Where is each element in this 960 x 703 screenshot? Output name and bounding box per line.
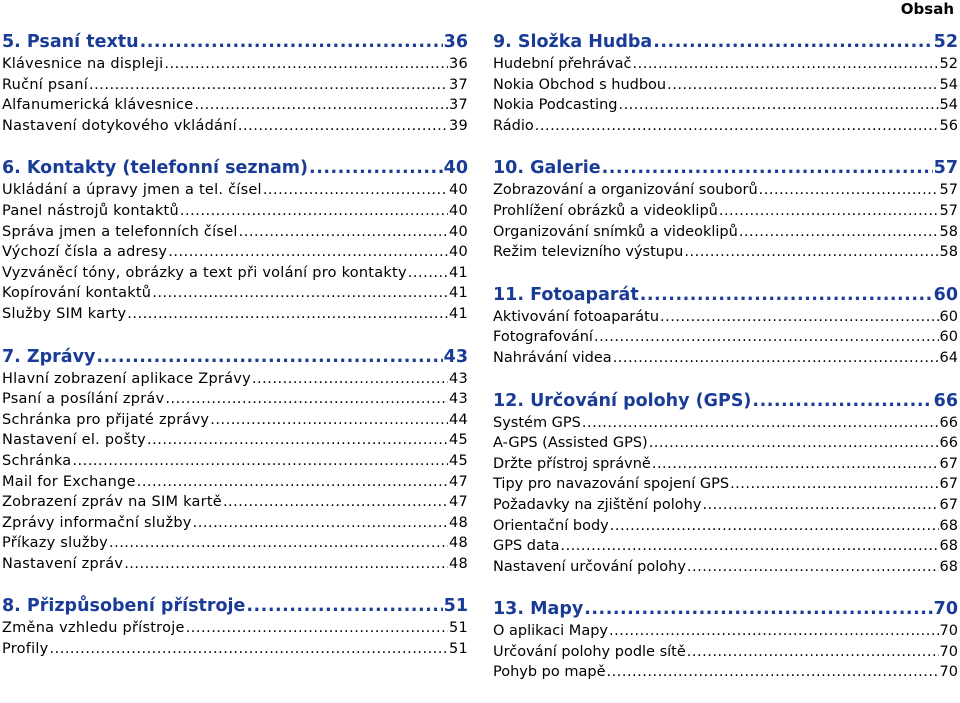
entry-label: Služby SIM karty (2, 305, 127, 322)
toc-entry[interactable] (493, 433, 958, 454)
toc-entry[interactable] (493, 557, 958, 578)
dot-leader (560, 536, 938, 557)
entry-page-number: 45 (449, 452, 468, 469)
toc-chapter-heading[interactable] (493, 597, 958, 621)
entry-label: Klávesnice na displeji (2, 56, 164, 72)
entry-page-number: 41 (449, 264, 468, 281)
entry-page-number: 45 (449, 432, 468, 449)
toc-entry[interactable] (2, 180, 468, 201)
toc-entry[interactable] (493, 242, 958, 263)
dot-leader (109, 533, 448, 554)
toc-chapter-heading[interactable] (493, 283, 958, 307)
dot-leader (137, 472, 448, 493)
dot-leader (263, 180, 448, 201)
entry-page-number: 56 (939, 117, 958, 134)
dot-leader (124, 554, 448, 575)
toc-entry[interactable] (2, 554, 468, 575)
dot-leader (613, 348, 939, 369)
toc-entry[interactable] (493, 222, 958, 243)
entry-page-number: 39 (449, 117, 468, 134)
toc-chapter-heading[interactable] (2, 345, 468, 369)
entry-label: Správa jmen a telefonních čísel (2, 223, 238, 240)
toc-entry[interactable] (2, 492, 468, 513)
chapter-page-number: 66 (933, 390, 958, 411)
toc-entry[interactable] (2, 54, 468, 75)
entry-label: Nastavení dotykového vkládání (2, 117, 237, 134)
dot-leader (72, 451, 448, 472)
dot-leader (687, 642, 939, 663)
entry-label: Psaní a posílání zpráv (2, 391, 165, 408)
toc-section (493, 597, 958, 683)
entry-label: Mail for Exchange (2, 473, 136, 490)
entry-page-number: 68 (939, 538, 958, 555)
dot-leader (652, 454, 939, 475)
toc-entry[interactable] (493, 307, 958, 328)
dot-leader (584, 597, 932, 621)
dot-leader (165, 389, 448, 410)
entry-page-number: 67 (939, 476, 958, 493)
entry-label: Ruční psaní (2, 76, 89, 93)
toc-entry[interactable] (2, 201, 468, 222)
entry-page-number: 40 (449, 202, 468, 219)
entry-label: Aktivování fotoaparátu (493, 308, 660, 325)
dot-leader (684, 242, 938, 263)
entry-page-number: 64 (939, 349, 958, 366)
entry-label: Nastavení zpráv (2, 555, 124, 572)
dot-leader (602, 156, 933, 180)
dot-leader (609, 621, 939, 642)
entry-label: Hudební přehrávač (493, 56, 632, 72)
toc-chapter-heading[interactable] (2, 30, 468, 54)
entry-page-number: 54 (939, 97, 958, 114)
toc-entry[interactable] (2, 451, 468, 472)
toc-section (2, 156, 468, 324)
toc-section (493, 389, 958, 578)
entry-label: Rádio (493, 117, 534, 134)
entry-page-number: 41 (449, 285, 468, 302)
entry-page-number: 40 (449, 223, 468, 240)
entry-label: Výchozí čísla a adresy (2, 244, 168, 261)
entry-page-number: 47 (449, 494, 468, 511)
dot-leader (535, 116, 939, 137)
dot-leader (582, 413, 939, 434)
dot-leader (309, 156, 443, 180)
toc-entry[interactable] (2, 222, 468, 243)
dot-leader (759, 180, 939, 201)
entry-label: Systém GPS (493, 414, 581, 431)
entry-page-number: 47 (449, 473, 468, 490)
entry-label: Fotografování (493, 329, 593, 346)
entry-page-number: 37 (449, 97, 468, 114)
chapter-page-number: 36 (443, 32, 468, 52)
chapter-label: 6. Kontakty (telefonní seznam) (2, 158, 309, 179)
dot-leader (408, 263, 448, 284)
entry-label: Zobrazování a organizování souborů (493, 182, 758, 199)
toc-entry[interactable] (493, 201, 958, 222)
toc-entry[interactable] (2, 116, 468, 137)
toc-entry[interactable] (493, 642, 958, 663)
entry-label: Orientační body (493, 517, 609, 534)
chapter-label: 12. Určování polohy (GPS) (493, 390, 752, 411)
entry-label: Určování polohy podle sítě (493, 643, 686, 660)
toc-section (493, 156, 958, 262)
entry-page-number: 43 (449, 370, 468, 387)
chapter-page-number: 70 (933, 599, 958, 620)
chapter-label: 13. Mapy (493, 599, 584, 620)
dot-leader (193, 513, 448, 534)
dot-leader (223, 492, 448, 513)
dot-leader (239, 222, 448, 243)
chapter-page-number: 51 (443, 596, 468, 617)
entry-page-number: 41 (449, 305, 468, 322)
entry-label: Nokia Obchod s hudbou (493, 76, 667, 93)
entry-label: Prohlížení obrázků a videoklipů (493, 202, 718, 219)
toc-right-column (493, 30, 958, 703)
chapter-label: 5. Psaní textu (2, 32, 139, 52)
dot-leader (96, 345, 442, 369)
dot-leader (739, 222, 939, 243)
dot-leader (687, 557, 939, 578)
entry-page-number: 68 (939, 517, 958, 534)
entry-label: Schránka (2, 452, 72, 469)
dot-leader (252, 369, 448, 390)
toc-section (2, 345, 468, 575)
entry-label: Schránka pro přijaté zprávy (2, 411, 210, 428)
toc-entry[interactable] (493, 180, 958, 201)
toc-entry[interactable] (493, 348, 958, 369)
entry-page-number: 54 (939, 76, 958, 93)
dot-leader (649, 433, 939, 454)
dot-leader (594, 327, 939, 348)
entry-label: Nastavení určování polohy (493, 558, 686, 575)
dot-leader (140, 30, 443, 54)
entry-page-number: 51 (449, 620, 468, 637)
dot-leader (618, 95, 938, 116)
toc-entry[interactable] (2, 513, 468, 534)
entry-page-number: 67 (939, 455, 958, 472)
toc-entry[interactable] (2, 304, 468, 325)
dot-leader (164, 54, 448, 75)
entry-label: Profily (2, 641, 49, 658)
toc-entry[interactable] (493, 495, 958, 516)
toc-section (493, 30, 958, 136)
entry-label: Organizování snímků a videoklipů (493, 223, 738, 240)
entry-page-number: 68 (939, 558, 958, 575)
toc-entry[interactable] (493, 95, 958, 116)
chapter-label: 9. Složka Hudba (493, 32, 653, 52)
chapter-page-number: 40 (443, 158, 468, 179)
toc-entry[interactable] (493, 54, 958, 75)
dot-leader (702, 495, 938, 516)
entry-page-number: 70 (939, 664, 958, 681)
chapter-page-number: 43 (443, 346, 468, 367)
entry-page-number: 67 (939, 496, 958, 513)
toc-chapter-heading[interactable] (2, 156, 468, 180)
dot-leader (730, 474, 938, 495)
entry-page-number: 58 (939, 244, 958, 261)
entry-label: Nastavení el. pošty (2, 432, 147, 449)
dot-leader (667, 75, 938, 96)
toc-entry[interactable] (493, 536, 958, 557)
entry-page-number: 58 (939, 223, 958, 240)
dot-leader (180, 201, 448, 222)
entry-label: Tipy pro navazování spojení GPS (493, 476, 730, 493)
entry-label: Požadavky na zjištění polohy (493, 496, 702, 513)
dot-leader (719, 201, 939, 222)
toc-entry[interactable] (493, 327, 958, 348)
toc-entry[interactable] (2, 283, 468, 304)
chapter-page-number: 57 (933, 158, 958, 179)
entry-label: Ukládání a úpravy jmen a tel. čísel (2, 182, 262, 199)
entry-label: Zprávy informační služby (2, 514, 192, 531)
entry-label: Držte přístroj správně (493, 455, 651, 472)
toc-entry[interactable] (2, 242, 468, 263)
entry-page-number: 57 (939, 202, 958, 219)
dot-leader (238, 116, 448, 137)
toc-entry[interactable] (2, 263, 468, 284)
toc-section (493, 283, 958, 369)
dot-leader (610, 516, 939, 537)
entry-label: Pohyb po mapě (493, 664, 606, 681)
page-header-label: Obsah (900, 0, 954, 18)
entry-page-number: 43 (449, 391, 468, 408)
toc-chapter-heading[interactable] (2, 594, 468, 618)
entry-label: Nokia Podcasting (493, 97, 618, 114)
toc-entry[interactable] (493, 413, 958, 434)
dot-leader (653, 30, 932, 54)
toc-entry[interactable] (493, 116, 958, 137)
dot-leader (152, 283, 448, 304)
dot-leader (607, 662, 939, 683)
chapter-label: 7. Zprávy (2, 346, 96, 367)
entry-page-number: 36 (449, 56, 468, 72)
entry-label: O aplikaci Mapy (493, 623, 608, 640)
toc-entry[interactable] (2, 95, 468, 116)
chapter-page-number: 60 (933, 284, 958, 305)
entry-page-number: 66 (939, 414, 958, 431)
dot-leader (89, 75, 448, 96)
entry-page-number: 70 (939, 643, 958, 660)
toc-left-column (2, 30, 468, 680)
entry-page-number: 60 (939, 329, 958, 346)
dot-leader (127, 304, 448, 325)
toc-entry[interactable] (2, 389, 468, 410)
toc-entry[interactable] (2, 75, 468, 96)
entry-label: Hlavní zobrazení aplikace Zprávy (2, 370, 251, 387)
entry-page-number: 37 (449, 76, 468, 93)
entry-label: Zobrazení zpráv na SIM kartě (2, 494, 222, 511)
toc-entry[interactable] (493, 75, 958, 96)
dot-leader (168, 242, 448, 263)
entry-label: Změna vzhledu přístroje (2, 620, 185, 637)
dot-leader (194, 95, 448, 116)
toc-entry[interactable] (2, 472, 468, 493)
entry-label: Nahrávání videa (493, 349, 612, 366)
entry-label: Režim televizního výstupu (493, 244, 684, 261)
toc-entry[interactable] (2, 618, 468, 639)
dot-leader (210, 410, 448, 431)
toc-entry[interactable] (2, 410, 468, 431)
chapter-page-number: 52 (933, 32, 958, 52)
entry-page-number: 48 (449, 555, 468, 572)
dot-leader (640, 283, 933, 307)
chapter-label: 11. Fotoaparát (493, 284, 639, 305)
entry-page-number: 40 (449, 244, 468, 261)
toc-chapter-heading[interactable] (493, 156, 958, 180)
toc-entry[interactable] (2, 533, 468, 554)
entry-label: Alfanumerická klávesnice (2, 97, 194, 114)
entry-label: A-GPS (Assisted GPS) (493, 435, 648, 452)
entry-page-number: 48 (449, 535, 468, 552)
toc-entry[interactable] (2, 369, 468, 390)
toc-entry[interactable] (493, 454, 958, 475)
entry-page-number: 51 (449, 641, 468, 658)
dot-leader (186, 618, 448, 639)
toc-chapter-heading[interactable] (493, 30, 958, 54)
toc-entry[interactable] (493, 516, 958, 537)
entry-page-number: 66 (939, 435, 958, 452)
entry-label: Kopírování kontaktů (2, 285, 152, 302)
entry-label: Příkazy služby (2, 535, 108, 552)
dot-leader (633, 54, 939, 75)
dot-leader (147, 430, 448, 451)
entry-label: GPS data (493, 538, 560, 555)
entry-page-number: 52 (939, 56, 958, 72)
toc-section (2, 30, 468, 136)
entry-label: Panel nástrojů kontaktů (2, 202, 179, 219)
dot-leader (246, 594, 442, 618)
toc-entry[interactable] (493, 662, 958, 683)
toc-chapter-heading[interactable] (493, 389, 958, 413)
toc-entry[interactable] (493, 621, 958, 642)
toc-entry[interactable] (2, 430, 468, 451)
entry-page-number: 57 (939, 182, 958, 199)
dot-leader (660, 307, 939, 328)
toc-section (2, 594, 468, 659)
entry-page-number: 40 (449, 182, 468, 199)
chapter-label: 8. Přizpůsobení přístroje (2, 596, 246, 617)
entry-page-number: 48 (449, 514, 468, 531)
entry-label: Vyzváněcí tóny, obrázky a text při volání pro kontakty (2, 264, 407, 281)
entry-page-number: 70 (939, 623, 958, 640)
entry-page-number: 60 (939, 308, 958, 325)
entry-page-number: 44 (449, 411, 468, 428)
dot-leader (752, 389, 932, 413)
chapter-label: 10. Galerie (493, 158, 601, 179)
toc-entry[interactable] (493, 474, 958, 495)
